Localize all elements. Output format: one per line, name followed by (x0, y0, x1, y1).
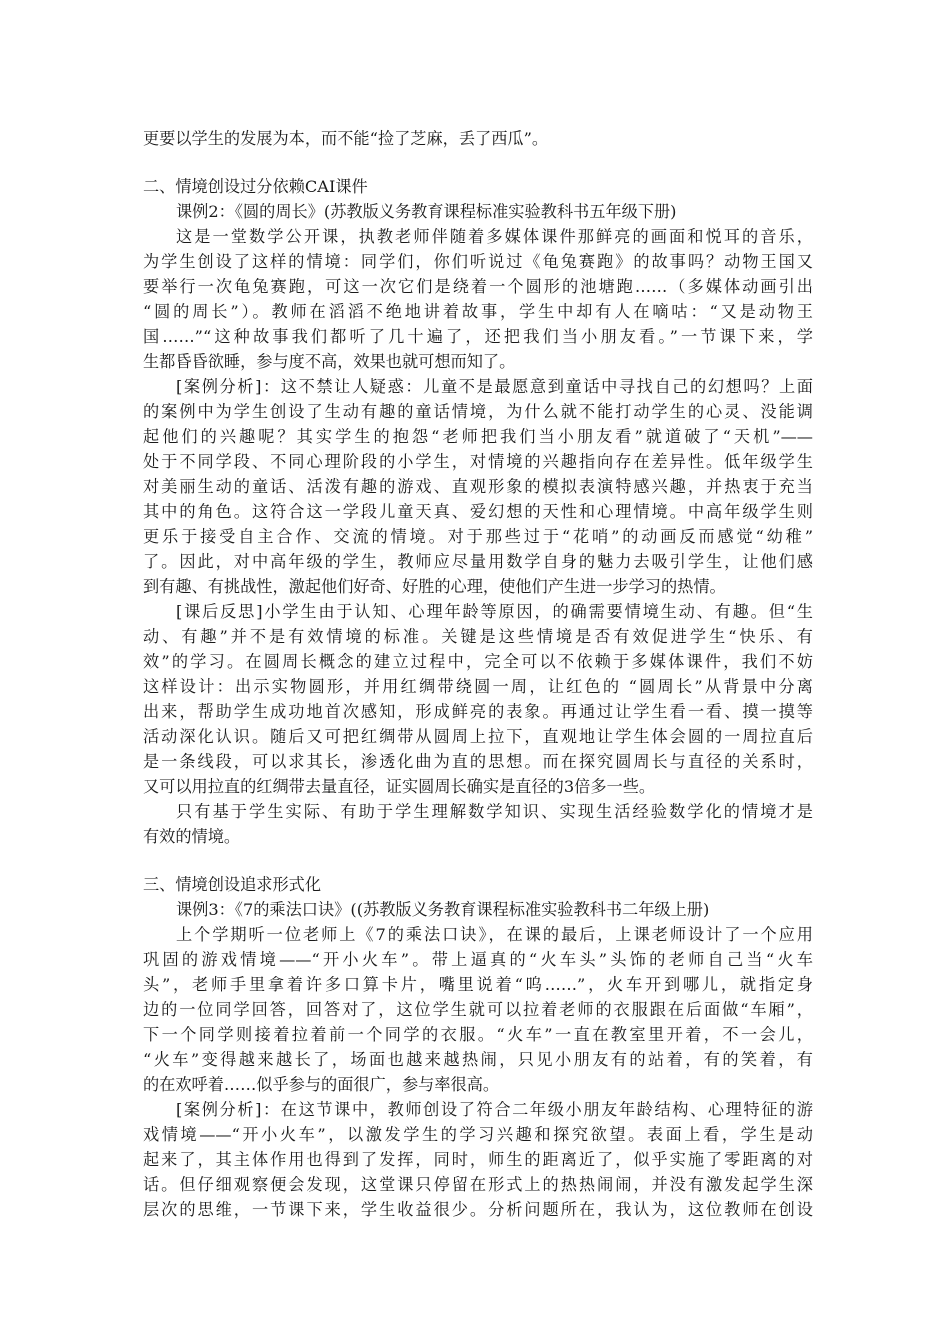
text-line: 活动深化认识。随后又可把红绸带从圆周上拉下，直观地让学生体会圆的一周拉直后 (143, 727, 813, 746)
text-line: “圆的周长”）。教师在滔滔不绝地讲着故事，学生中却有人在嘀咕：“又是动物王 (143, 302, 813, 321)
text-line: 三、情境创设追求形式化 (143, 875, 322, 894)
text-line: 又可以用拉直的红绸带去量直径，证实圆周长确实是直径的3倍多一些。 (143, 777, 656, 796)
text-line: 的在欢呼着……似乎参与的面很广，参与率很高。 (143, 1075, 500, 1094)
text-line: 起来了，其主体作用也得到了发挥，同时，师生的距离近了，似乎实施了零距离的对 (143, 1150, 813, 1169)
text-line: 要举行一次龟兔赛跑，可这一次它们是绕着一个圆形的池塘跑……（多媒体动画引出 (143, 277, 813, 296)
text-line: 这样设计：出示实物圆形，并用红绸带绕圆一周，让红色的 “圆周长”从背景中分离 (143, 677, 813, 696)
text-line: 上个学期听一位老师上《7的乘法口诀》，在课的最后，上课老师设计了一个应用 (176, 925, 813, 944)
text-line: [案例分析]：这不禁让人疑惑：儿童不是最愿意到童话中寻找自己的幻想吗？上面 (176, 377, 813, 396)
text-line: 其中的角色。这符合这一学段儿童天真、爱幻想的天性和心理情境。中高年级学生则 (143, 502, 813, 521)
text-line: 更要以学生的发展为本，而不能“捡了芝麻，丢了西瓜”。 (143, 129, 549, 148)
text-line: 国……”“这种故事我们都听了几十遍了，还把我们当小朋友看。”一节课下来，学 (143, 327, 813, 346)
text-line: 的案例中为学生创设了生动有趣的童话情境，为什么就不能打动学生的心灵、没能调 (143, 402, 813, 421)
text-line: 更乐于接受自主合作、交流的情境。对于那些过于“花哨”的动画反而感觉“幼稚” (143, 527, 813, 546)
text-line: 对美丽生动的童话、活泼有趣的游戏、直观形象的模拟表演特感兴趣，并热衷于充当 (143, 477, 813, 496)
text-line: 头”，老师手里拿着许多口算卡片，嘴里说着“呜……”，火车开到哪儿，就指定身 (143, 975, 813, 994)
text-line: 话。但仔细观察便会发现，这堂课只停留在形式上的热热闹闹，并没有激发起学生深 (143, 1175, 813, 1194)
text-line: 下一个同学则接着拉着前一个同学的衣服。“火车”一直在教室里开着，不一会儿， (143, 1025, 813, 1044)
text-line: 为学生创设了这样的情境：同学们，你们听说过《龟兔赛跑》的故事吗？动物王国又 (143, 252, 813, 271)
text-line: 边的一位同学回答，回答对了，这位学生就可以拉着老师的衣服跟在后面做“车厢”， (143, 1000, 813, 1019)
text-line: 到有趣、有挑战性，激起他们好奇、好胜的心理，使他们产生进一步学习的热情。 (143, 577, 726, 596)
text-line: [案例分析]：在这节课中，教师创设了符合二年级小朋友年龄结构、心理特征的游 (176, 1100, 813, 1119)
text-line: 只有基于学生实际、有助于学生理解数学知识、实现生活经验数学化的情境才是 (176, 802, 813, 821)
text-line: 戏情境——“开小火车”，以激发学生的学习兴趣和探究欲望。表面上看，学生是动 (143, 1125, 813, 1144)
text-line: 课例2：《圆的周长》(苏教版义务教育课程标准实验教科书五年级下册) (176, 202, 677, 221)
text-line: 生都昏昏欲睡，参与度不高，效果也就可想而知了。 (143, 352, 516, 371)
text-line: 出来，帮助学生成功地首次感知，形成鲜亮的表象。再通过让学生看一看、摸一摸等 (143, 702, 813, 721)
text-line: 了。因此，对中高年级的学生，教师应尽量用数学自身的魅力去吸引学生，让他们感 (143, 552, 813, 571)
text-line: 起他们的兴趣呢？其实学生的抱怨“老师把我们当小朋友看”就道破了“天机”—— (143, 427, 813, 446)
text-line: “火车”变得越来越长了，场面也越来越热闹，只见小朋友有的站着，有的笑着，有 (143, 1050, 813, 1069)
text-line: 这是一堂数学公开课，执教老师伴随着多媒体课件那鲜亮的画面和悦耳的音乐， (176, 227, 813, 246)
text-line: 二、情境创设过分依赖CAI课件 (143, 177, 368, 196)
text-line: 效”的学习。在圆周长概念的建立过程中，完全可以不依赖于多媒体课件，我们不妨 (143, 652, 813, 671)
text-line: 巩固的游戏情境——“开小火车”。带上逼真的“火车头”头饰的老师自己当“火车 (143, 950, 813, 969)
text-line: 动、有趣”并不是有效情境的标准。关键是这些情境是否有效促进学生“快乐、有 (143, 627, 813, 646)
text-line: [课后反思]小学生由于认知、心理年龄等原因，的确需要情境生动、有趣。但“生 (176, 602, 813, 621)
text-line: 有效的情境。 (143, 827, 241, 846)
text-line: 是一条线段，可以求其长，渗透化曲为直的思想。而在探究圆周长与直径的关系时， (143, 752, 813, 771)
text-line: 处于不同学段、不同心理阶段的小学生，对情境的兴趣指向存在差异性。低年级学生 (143, 452, 813, 471)
text-line: 课例3：《7的乘法口诀》((苏教版义务教育课程标准实验教科书二年级上册) (176, 900, 710, 919)
text-line: 层次的思维，一节课下来，学生收益很少。分析问题所在，我认为，这位教师在创设 (143, 1200, 813, 1219)
